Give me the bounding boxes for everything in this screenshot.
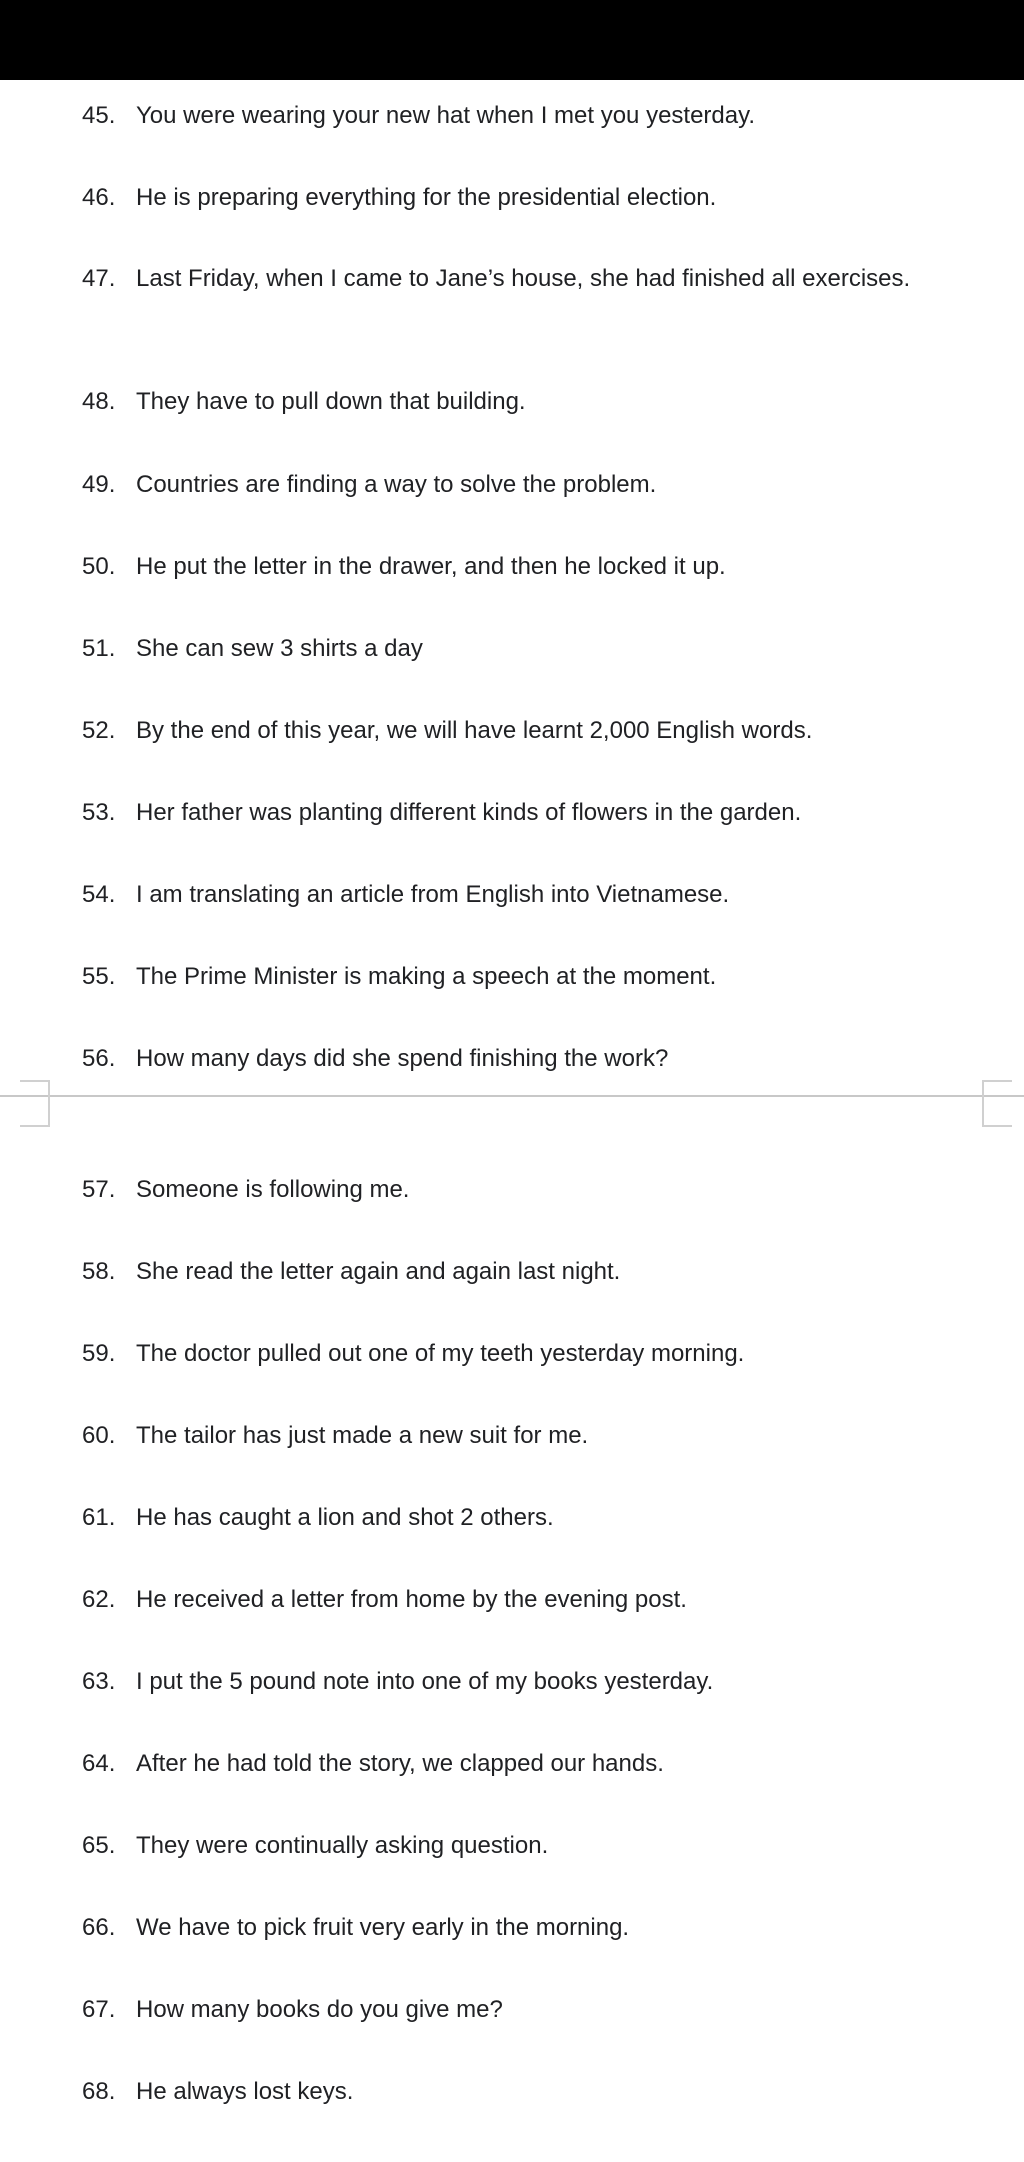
item-text: He put the letter in the drawer, and then he locked it up. xyxy=(136,553,726,580)
item-number: 49. xyxy=(82,471,116,498)
list-item xyxy=(82,1251,942,1292)
item-number: 62. xyxy=(82,1586,116,1613)
item-text: Her father was planting different kinds of flowers in the garden. xyxy=(136,799,802,826)
item-text: The doctor pulled out one of my teeth yesterday morning. xyxy=(136,1340,745,1367)
list-item xyxy=(82,546,942,587)
item-text: After he had told the story, we clapped our hands. xyxy=(136,1750,664,1777)
item-text: How many books do you give me? xyxy=(136,1996,503,2023)
list-item xyxy=(82,792,942,833)
list-item xyxy=(82,258,942,299)
list-item xyxy=(82,177,942,218)
item-number: 59. xyxy=(82,1340,116,1367)
item-text: The Prime Minister is making a speech at the moment. xyxy=(136,963,717,990)
item-number: 48. xyxy=(82,388,116,415)
list-item xyxy=(82,1989,942,2030)
list-item xyxy=(82,710,942,751)
list-item xyxy=(82,1497,942,1538)
item-number: 64. xyxy=(82,1750,116,1777)
item-number: 54. xyxy=(82,881,116,908)
item-number: 45. xyxy=(82,102,116,129)
list-item xyxy=(82,1661,942,1702)
item-text: The tailor has just made a new suit for me. xyxy=(136,1422,589,1449)
list-item xyxy=(82,1038,942,1079)
page-corner-mark xyxy=(982,1097,1012,1127)
list-item xyxy=(82,874,942,915)
item-text: Countries are finding a way to solve the problem. xyxy=(136,471,657,498)
item-text: He has caught a lion and shot 2 others. xyxy=(136,1504,554,1531)
item-number: 47. xyxy=(82,265,116,292)
item-text: He received a letter from home by the evening post. xyxy=(136,1586,687,1613)
item-number: 57. xyxy=(82,1176,116,1203)
item-number: 68. xyxy=(82,2078,116,2105)
list-item xyxy=(82,1333,942,1374)
item-text: She read the letter again and again last night. xyxy=(136,1258,621,1285)
item-text: I am translating an article from English into Vietnamese. xyxy=(136,881,730,908)
item-text: They were continually asking question. xyxy=(136,1832,549,1859)
item-text: We have to pick fruit very early in the morning. xyxy=(136,1914,630,1941)
list-item xyxy=(82,1169,942,1210)
item-number: 46. xyxy=(82,184,116,211)
item-number: 67. xyxy=(82,1996,116,2023)
list-item xyxy=(82,2071,942,2112)
top-status-bar xyxy=(0,0,1024,80)
list-item xyxy=(82,95,942,136)
item-number: 61. xyxy=(82,1504,116,1531)
list-item xyxy=(82,464,942,505)
list-item xyxy=(82,1907,942,1948)
item-text: How many days did she spend finishing the work? xyxy=(136,1045,669,1072)
item-number: 50. xyxy=(82,553,116,580)
item-number: 58. xyxy=(82,1258,116,1285)
item-text: Someone is following me. xyxy=(136,1176,410,1203)
item-number: 52. xyxy=(82,717,116,744)
item-text: He always lost keys. xyxy=(136,2078,354,2105)
list-item xyxy=(82,1825,942,1866)
list-item xyxy=(82,1743,942,1784)
document-page-1 xyxy=(0,80,1024,1095)
list-item xyxy=(82,1415,942,1456)
item-number: 60. xyxy=(82,1422,116,1449)
item-text: I put the 5 pound note into one of my books yesterday. xyxy=(136,1668,714,1695)
item-number: 51. xyxy=(82,635,116,662)
item-text: By the end of this year, we will have learnt 2,000 English words. xyxy=(136,717,813,744)
list-item xyxy=(82,381,942,422)
list-item xyxy=(82,628,942,669)
item-text: He is preparing everything for the presidential election. xyxy=(136,184,717,211)
item-text: Last Friday, when I came to Jane’s house, she had finished all exercises. xyxy=(136,265,911,292)
item-text: They have to pull down that building. xyxy=(136,388,526,415)
page-corner-mark xyxy=(20,1097,50,1127)
list-item xyxy=(82,956,942,997)
item-number: 63. xyxy=(82,1668,116,1695)
item-number: 55. xyxy=(82,963,116,990)
item-text: You were wearing your new hat when I met you yesterday. xyxy=(136,102,756,129)
item-number: 65. xyxy=(82,1832,116,1859)
item-text: She can sew 3 shirts a day xyxy=(136,635,423,662)
item-number: 53. xyxy=(82,799,116,826)
item-number: 66. xyxy=(82,1914,116,1941)
item-number: 56. xyxy=(82,1045,116,1072)
list-item xyxy=(82,1579,942,1620)
